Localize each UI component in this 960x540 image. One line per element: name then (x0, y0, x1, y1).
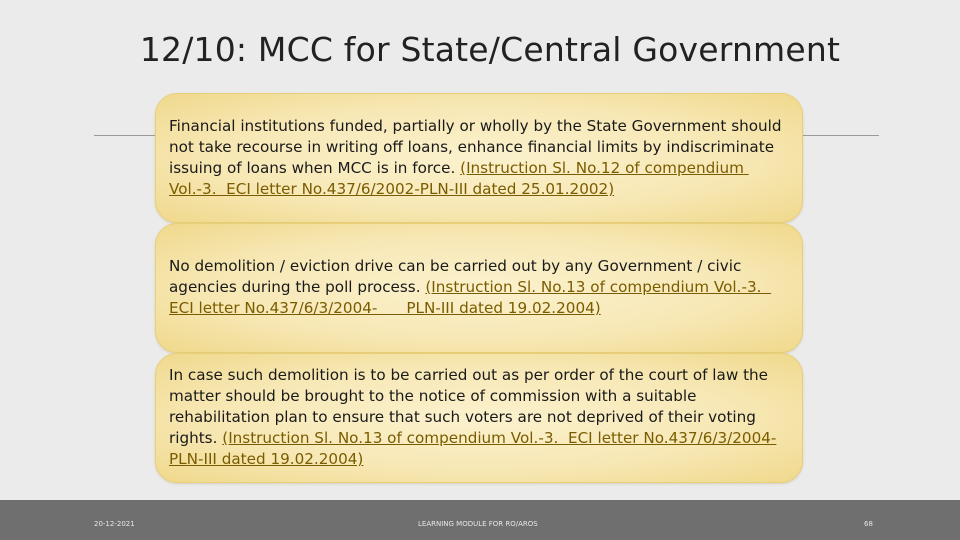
footer-module-name: LEARNING MODULE FOR RO/AROS (418, 520, 538, 528)
point-box-demolition (155, 223, 803, 353)
point-text: No demolition / eviction drive can be carried out by any Government / civic agencies during the poll process. (169, 257, 742, 296)
footer-bar (0, 500, 960, 540)
footer-date: 20-12-2021 (94, 520, 135, 528)
point-text: Financial institutions funded, partially or wholly by the State Government should not take recourse in writing off loans, enhance financial limits by indiscriminate issuing of loans when MCC is in force. (169, 117, 782, 177)
point-reference-link[interactable]: (Instruction Sl. No.12 of compendium Vol.-3. ECI letter No.437/6/2002-PLN-III dated 25.01.2002) (169, 159, 749, 198)
point-reference-link[interactable]: (Instruction Sl. No.13 of compendium Vol.-3. ECI letter No.437/6/3/2004-PLN-III dated 19.02.2004) (169, 429, 777, 468)
point-box-financial (155, 93, 803, 223)
slide-title: 12/10: MCC for State/Central Government (139, 30, 841, 69)
point-reference-link[interactable]: (Instruction Sl. No.13 of compendium Vol.-3. ECI letter No.437/6/3/2004- PLN-III dated 19.02.2004) (169, 278, 772, 317)
point-box-court-order (155, 353, 803, 483)
footer-page-number: 68 (864, 520, 873, 528)
point-text: In case such demolition is to be carried out as per order of the court of law the matter should be brought to the notice of commission with a suitable rehabilitation plan to ensure that such voters are not deprived of their voting rights. (169, 366, 769, 447)
